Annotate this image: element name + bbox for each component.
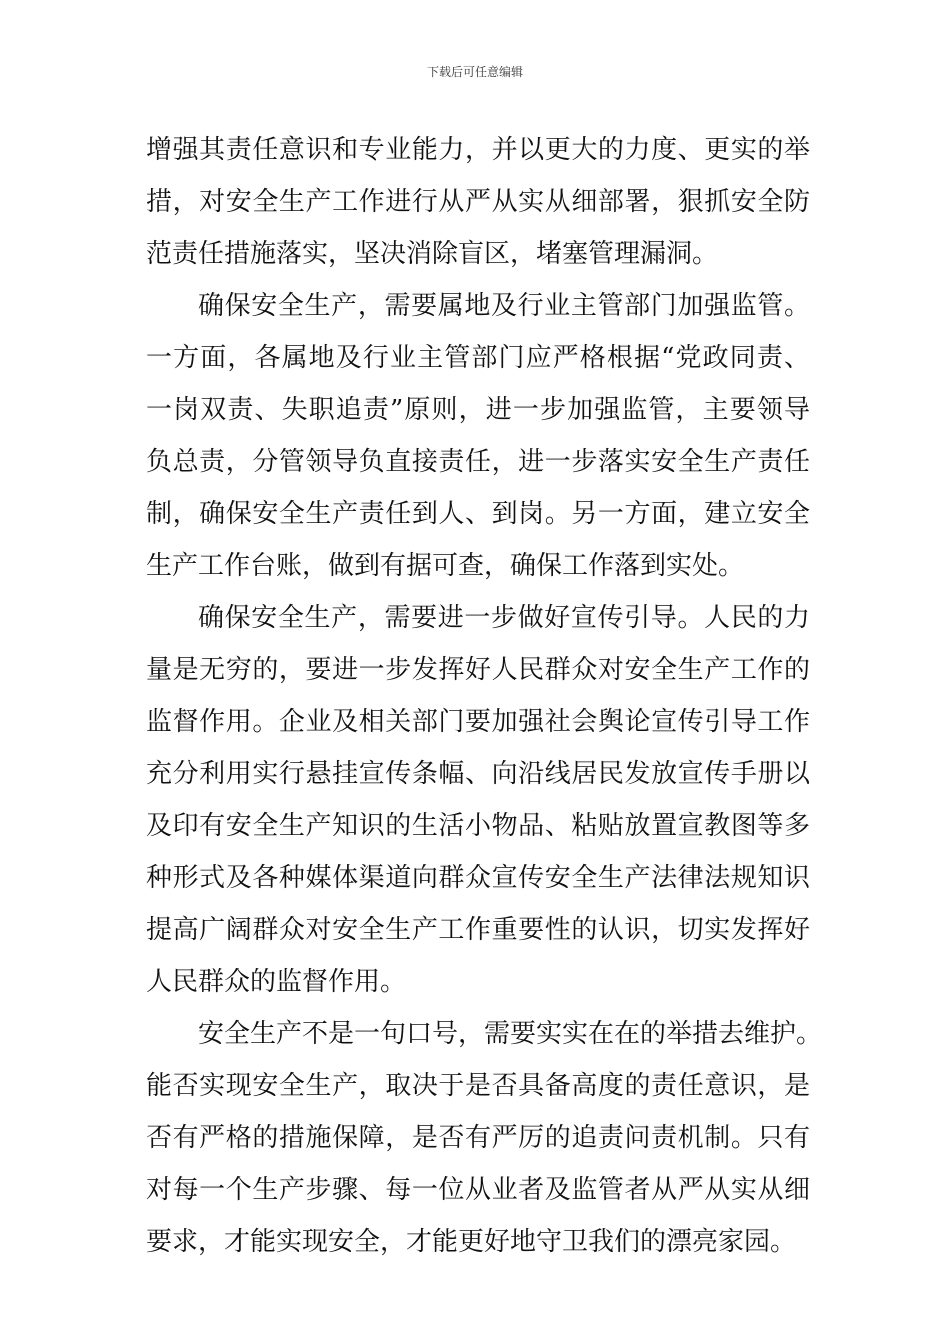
paragraph (146, 124, 810, 280)
text-line: 增强其责任意识和专业能力，并以更大的力度、更实的举 (146, 135, 810, 165)
text-line: 要求，才能实现安全，才能更好地守卫我们的漂亮家园。 (146, 1227, 797, 1257)
document-body (146, 124, 823, 1268)
text-line: 充分利用实行悬挂宣传条幅、向沿线居民发放宣传手册以 (146, 759, 810, 789)
paragraph (146, 280, 810, 592)
text-line: 措，对安全生产工作进行从严从实从细部署，狠抓安全防 (146, 187, 810, 217)
text-line: 否有严格的措施保障，是否有严厉的追责问责机制。只有 (146, 1123, 810, 1153)
page-header: 下载后可任意编辑 (426, 65, 523, 79)
text-line: 生产工作台账，做到有据可查，确保工作落到实处。 (146, 551, 745, 581)
paragraph (146, 592, 810, 1008)
paragraph (146, 1008, 823, 1268)
text-line: 及印有安全生产知识的生活小物品、粘贴放置宣教图等多 (146, 811, 810, 841)
text-line: 安全生产不是一句口号，需要实实在在的举措去维护。 (198, 1019, 823, 1049)
text-line: 制，确保安全生产责任到人、到岗。另一方面，建立安全 (146, 499, 810, 529)
text-line: 范责任措施落实，坚决消除盲区，堵塞管理漏洞。 (146, 239, 719, 269)
text-line: 人民群众的监督作用。 (146, 967, 407, 997)
text-line: 确保安全生产，需要进一步做好宣传引导。人民的力 (198, 603, 810, 633)
text-line: 监督作用。企业及相关部门要加强社会舆论宣传引导工作 (146, 707, 810, 737)
text-line: 负总责，分管领导负直接责任，进一步落实安全生产责任 (146, 447, 810, 477)
text-line: 对每一个生产步骤、每一位从业者及监管者从严从实从细 (146, 1175, 810, 1205)
text-line: 一方面，各属地及行业主管部门应严格根据“党政同责、 (146, 343, 810, 373)
text-line: 能否实现安全生产，取决于是否具备高度的责任意识，是 (146, 1071, 810, 1101)
text-line: 确保安全生产，需要属地及行业主管部门加强监管。 (198, 291, 810, 321)
text-line: 量是无穷的，要进一步发挥好人民群众对安全生产工作的 (146, 655, 810, 685)
text-line: 种形式及各种媒体渠道向群众宣传安全生产法律法规知识 (146, 863, 810, 893)
text-line: 提高广阔群众对安全生产工作重要性的认识，切实发挥好 (146, 915, 810, 945)
text-line: 一岗双责、失职追责”原则，进一步加强监管，主要领导 (146, 395, 810, 425)
